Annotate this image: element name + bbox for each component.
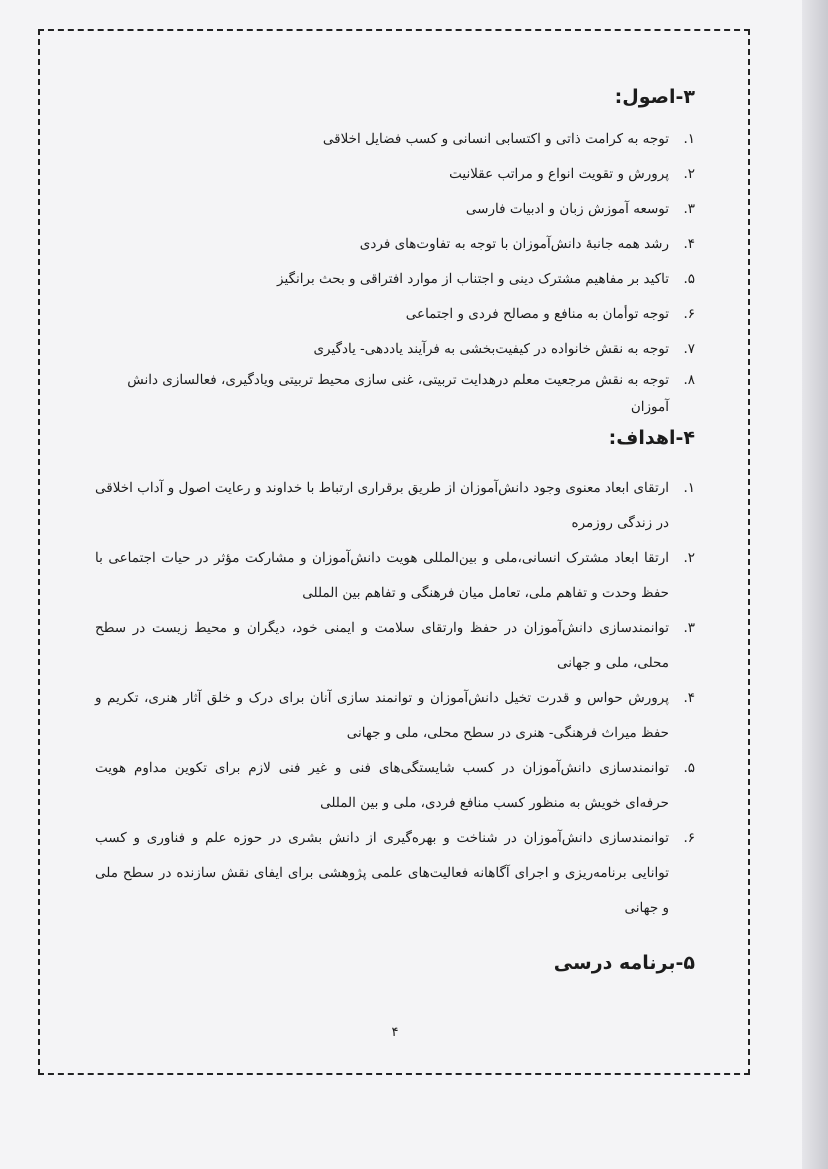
goals-heading: ۴-اهداف:	[608, 427, 695, 449]
goal-item	[95, 611, 695, 681]
goal-item	[95, 541, 695, 611]
item-number: ۳.	[683, 201, 695, 217]
item-text: ارتقای ابعاد معنوی وجود دانش‌آموزان از طریق برقراری ارتباط با خداوند و رعایت اصول و آداب اخلاقی در زندگی روزمره	[95, 480, 669, 531]
item-number: ۸.	[683, 372, 695, 388]
principle-item	[95, 157, 695, 192]
item-text: توانمندسازی دانش‌آموزان در کسب شایستگی‌های فنی و غیر فنی لازم برای تکوین مداوم هویت حرفه‌ای خویش به منظور کسب منافع فردی، ملی و بین المللی	[95, 760, 669, 811]
page-edge-shadow	[802, 0, 828, 1169]
goal-item	[95, 471, 695, 541]
principle-item	[95, 297, 695, 332]
goal-item	[95, 681, 695, 751]
principle-item	[95, 262, 695, 297]
item-text: پرورش حواس و قدرت تخیل دانش‌آموزان و توانمند سازی آنان برای درک و خلق آثار هنری، تکریم و حفظ میراث فرهنگی- هنری در سطح محلی، ملی و جهانی	[95, 690, 669, 741]
item-number: ۴.	[683, 690, 695, 706]
goals-list	[95, 471, 695, 926]
item-number: ۱.	[683, 131, 695, 147]
item-text: توسعه آموزش زبان و ادبیات فارسی	[465, 201, 669, 217]
principles-heading: ۳-اصول:	[614, 86, 695, 108]
item-number: ۵.	[683, 760, 695, 776]
item-number: ۷.	[683, 341, 695, 357]
principle-item	[95, 122, 695, 157]
principle-item	[95, 227, 695, 262]
item-text: توجه توأمان به منافع و مصالح فردی و اجتماعی	[405, 306, 669, 322]
item-text: پرورش و تقویت انواع و مراتب عقلانیت	[449, 166, 669, 182]
item-number: ۱.	[683, 480, 695, 496]
item-text: رشد همه جانبهٔ دانش‌آموزان با توجه به تفاوت‌های فردی	[359, 236, 669, 252]
item-number: ۶.	[683, 306, 695, 322]
item-text: توجه به نقش مرجعیت معلم درهدایت تربیتی، غنی سازی محیط تربیتی ویادگیری، فعالسازی دانش آموزان	[127, 372, 669, 415]
item-text: توانمندسازی دانش‌آموزان در شناخت و بهره‌گیری از دانش بشری در حوزه علم و فناوری و کسب توانایی برنامه‌ریزی و اجرای آگاهانه فعالیت‌های علمی پژوهشی برای ایفای نقش سازنده در سطح ملی و جهانی	[95, 830, 669, 916]
item-text: توجه به کرامت ذاتی و اکتسابی انسانی و کسب فضایل اخلاقی	[322, 131, 669, 147]
item-number: ۴.	[683, 236, 695, 252]
item-number: ۲.	[683, 550, 695, 566]
item-number: ۳.	[683, 620, 695, 636]
item-number: ۶.	[683, 830, 695, 846]
goal-item	[95, 821, 695, 926]
principle-item	[95, 192, 695, 227]
page-content	[95, 80, 695, 974]
principle-item	[95, 332, 695, 367]
item-number: ۵.	[683, 271, 695, 287]
principles-list	[95, 122, 695, 421]
item-text: ارتقا ابعاد مشترک انسانی،ملی و بین‌المللی هویت دانش‌آموزان و مشارکت مؤثر در حیات اجتماعی با حفظ وحدت و تفاهم ملی، تعامل میان فرهنگی و تفاهم بین المللی	[95, 550, 669, 601]
item-text: توجه به نقش خانواده در کیفیت‌بخشی به فرآیند یاددهی- یادگیری	[313, 341, 669, 357]
item-number: ۲.	[683, 166, 695, 182]
principle-item	[95, 367, 695, 421]
curriculum-heading: ۵-برنامه درسی	[553, 952, 695, 974]
page-number: ۴	[391, 1025, 399, 1040]
item-text: توانمندسازی دانش‌آموزان در حفظ وارتقای سلامت و ایمنی خود، دیگران و محیط زیست در سطح محلی، ملی و جهانی	[95, 620, 669, 671]
goal-item	[95, 751, 695, 821]
item-text: تاکید بر مفاهیم مشترک دینی و اجتناب از موارد افتراقی و بحث برانگیز	[277, 271, 669, 287]
